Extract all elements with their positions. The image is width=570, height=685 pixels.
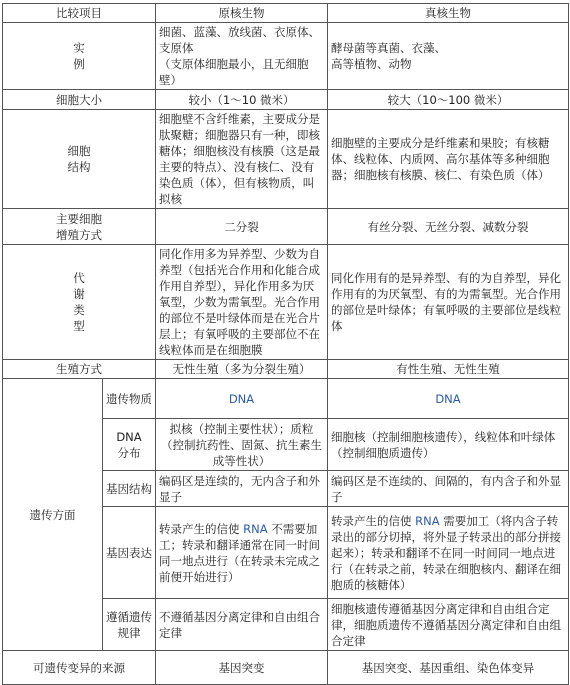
gene-expression-eukaryote-post: 需要加工（将内含子转录出的部分切掉，将外显子转录出的部分拼接起来）；转录和翻译不在同一时间同一地点进行（在转录之前，转录在细胞核内、翻译在细胞质的核糖体） [331,513,561,592]
variation-prokaryote: 基因突变 [156,651,328,685]
gene-expression-prokaryote-pre: 转录产生的信使 [159,521,240,536]
header-row [3,4,569,23]
gene-structure-prokaryote: 编码区是连续的，无内含子和外显子 [156,471,328,507]
label-reproduction: 生殖方式 [3,360,156,379]
label-inheritance-law: 遵循遗传规律 [103,599,156,651]
comparison-table [2,3,569,685]
gene-expression-eukaryote [328,507,569,599]
variation-eukaryote: 基因突变、基因重组、染色体变异 [328,651,569,685]
label-heredity: 遗传方面 [3,379,103,651]
reproduction-prokaryote: 无性生殖（多为分裂生殖） [156,360,328,379]
label-size: 细胞大小 [3,90,156,110]
dna-distribution-prokaryote: 拟核（控制主要性状）；质粒（控制抗药性、固氮、抗生素生成等性状） [156,419,328,471]
inheritance-law-eukaryote: 细胞核遗传遵循基因分离定律和自由组合定律，细胞质遗传不遵循基因分离定律和自由组合定律 [328,599,569,651]
gene-expression-prokaryote-rna: RNA [243,521,268,536]
label-dna-distribution: DNA 分布 [103,419,156,471]
row-proliferation [3,209,569,245]
gene-expression-eukaryote-rna: RNA [415,513,440,528]
header-item: 比较项目 [3,4,156,23]
gene-expression-eukaryote-pre: 转录产生的信使 [331,513,412,528]
label-structure: 细胞 结构 [3,110,156,209]
label-proliferation: 主要细胞 增殖方式 [3,209,156,245]
structure-prokaryote: 细胞壁不含纤维素，主要成分是肽聚糖；细胞器只有一种，即核糖体；细胞核没有核膜（这是最主要的特点）、没有核仁、没有染色质（体），但有核物质，叫拟核 [156,110,328,209]
row-variation [3,651,569,685]
row-examples [3,23,569,90]
structure-eukaryote: 细胞壁的主要成分是纤维素和果胶；有核糖体、线粒体、内质网、高尔基体等多种细胞器；细胞核有核膜、核仁、有染色质（体） [328,110,569,209]
size-eukaryote: 较大（10～100 微米） [328,90,569,110]
label-variation: 可遗传变异的来源 [3,651,156,685]
label-gene-expression: 基因表达 [103,507,156,599]
label-gene-structure: 基因结构 [103,471,156,507]
gene-expression-prokaryote-post: 不需要加工；转录和翻译通常在同一时间同一地点进行（在转录未完成之前便开始进行） [159,521,320,584]
material-eukaryote: DNA [328,379,569,419]
proliferation-prokaryote: 二分裂 [156,209,328,245]
inheritance-law-prokaryote: 不遵循基因分离定律和自由组合定律 [156,599,328,651]
row-reproduction [3,360,569,379]
reproduction-eukaryote: 有性生殖、无性生殖 [328,360,569,379]
header-eukaryote: 真核生物 [328,4,569,23]
dna-distribution-eukaryote: 细胞核（控制细胞核遗传），线粒体和叶绿体（控制细胞质遗传） [328,419,569,471]
material-prokaryote: DNA [156,379,328,419]
proliferation-eukaryote: 有丝分裂、无丝分裂、减数分裂 [328,209,569,245]
examples-eukaryote: 酵母菌等真菌、衣藻、 高等植物、动物 [328,23,569,90]
label-hered-material: 遗传物质 [103,379,156,419]
gene-structure-eukaryote: 编码区是不连续的、间隔的，有内含子和外显子 [328,471,569,507]
size-prokaryote: 较小（1～10 微米） [156,90,328,110]
metabolism-eukaryote: 同化作用有的是异养型、有的为自养型，异化作用有的为厌氧型、有的为需氧型。光合作用的部位是叶绿体；有氧呼吸的主要部位是线粒体 [328,245,569,360]
row-size [3,90,569,110]
label-metabolism: 代 谢 类 型 [3,245,156,360]
examples-prokaryote: 细菌、蓝藻、放线菌、衣原体、支原体 （支原体细胞最小，且无细胞壁） [156,23,328,90]
row-structure [3,110,569,209]
header-prokaryote: 原核生物 [156,4,328,23]
gene-expression-prokaryote [156,507,328,599]
row-metabolism [3,245,569,360]
metabolism-prokaryote: 同化作用多为异养型、少数为自养型（包括光合作用和化能合成作用自养型），异化作用多为厌氧型，少数为需氧型。光合作用的部位不是叶绿体而是在光合片层上；有氧呼吸的主要部位不在线粒体而是在细胞膜 [156,245,328,360]
label-examples: 实 例 [3,23,156,90]
row-hered-material [3,379,569,419]
